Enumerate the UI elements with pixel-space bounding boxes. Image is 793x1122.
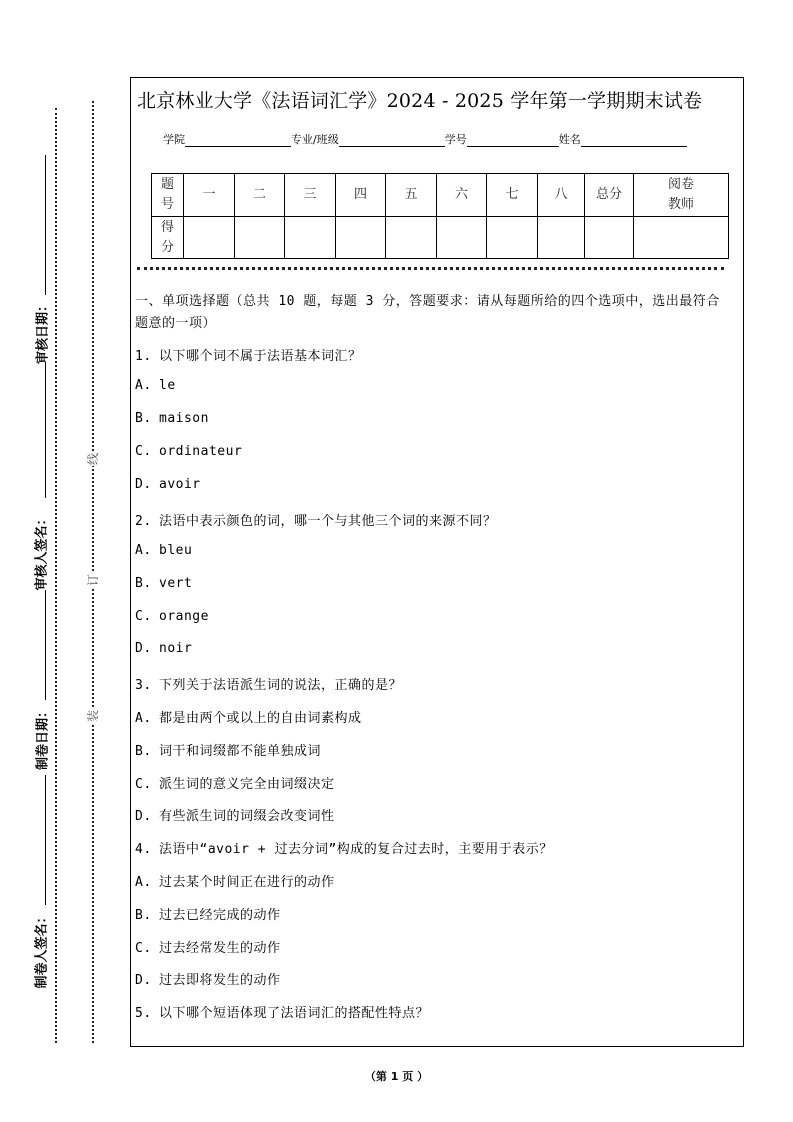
question-4: 4. 法语中“avoir + 过去分词”构成的复合过去时，主要用于表示？ — [135, 842, 553, 857]
score-cell-1[interactable] — [184, 217, 235, 259]
col-header-7: 七 — [487, 174, 538, 217]
binding-mark-line: 线 — [86, 452, 101, 466]
score-cell-4[interactable] — [336, 217, 386, 259]
prep-date-label: 制卷日期： — [35, 705, 51, 771]
score-cell-total[interactable] — [585, 217, 634, 259]
score-cell-5[interactable] — [386, 217, 437, 259]
col-header-2: 二 — [235, 174, 285, 217]
question-5: 5. 以下哪个短语体现了法语词汇的搭配性特点？ — [135, 1006, 430, 1021]
review-date-bottom-line — [45, 362, 46, 392]
score-cell-3[interactable] — [285, 217, 336, 259]
q3-option-b: B. 词干和词缀都不能单独成词 — [135, 744, 322, 759]
q2-option-c: C. orange — [135, 609, 209, 624]
question-number-row — [152, 174, 729, 217]
name-label: 姓名 — [558, 133, 581, 146]
student-id-field[interactable] — [467, 133, 559, 147]
reviewer-signature-label: 审核人签名： — [34, 512, 50, 591]
q1-option-d: D. avoir — [135, 477, 201, 492]
major-class-field[interactable] — [339, 133, 445, 147]
reviewer-signature-underline — [45, 390, 46, 498]
col-header-8: 八 — [538, 174, 585, 217]
q3-option-c: C. 派生词的意义完全由词缀决定 — [135, 777, 335, 792]
q4-option-d: D. 过去即将发生的动作 — [135, 973, 281, 988]
q3-option-d: D. 有些派生词的词缀会改变词性 — [135, 809, 335, 824]
question-1: 1. 以下哪个词不属于法语基本词汇？ — [135, 349, 362, 364]
question-2: 2. 法语中表示颜色的词，哪一个与其他三个词的来源不同？ — [135, 514, 497, 529]
binding-mark-bind: 装 — [86, 709, 101, 723]
q1-option-c: C. ordinateur — [135, 444, 243, 459]
name-field[interactable] — [581, 133, 687, 147]
col-header-6: 六 — [437, 174, 487, 217]
page-number: （第 1 页 ） — [364, 1070, 429, 1083]
college-label: 学院 — [163, 133, 185, 146]
row-header-question-number: 题号 — [152, 174, 184, 217]
row-header-score: 得分 — [152, 217, 184, 259]
prep-date-underline — [45, 775, 46, 905]
major-class-label: 专业/班级 — [291, 133, 339, 146]
binding-mark-staple: 订 — [86, 573, 101, 587]
review-date-underline — [45, 155, 46, 295]
score-cell-6[interactable] — [437, 217, 487, 259]
q2-option-a: A. bleu — [135, 543, 193, 558]
q4-option-a: A. 过去某个时间正在进行的动作 — [135, 875, 335, 890]
col-header-3: 三 — [285, 174, 336, 217]
score-cell-8[interactable] — [538, 217, 585, 259]
dotted-separator — [137, 267, 724, 270]
score-row — [152, 217, 729, 259]
q1-option-b: B. maison — [135, 411, 209, 426]
score-table — [151, 173, 729, 259]
score-cell-grader[interactable] — [634, 217, 729, 259]
review-date-label: 审核日期： — [35, 299, 51, 365]
reviewer-signature-bottom-line — [45, 590, 46, 700]
student-info-line — [163, 131, 687, 147]
col-header-total: 总分 — [585, 174, 634, 217]
student-id-label: 学号 — [444, 133, 467, 146]
q3-option-a: A. 都是由两个或以上的自由词素构成 — [135, 711, 362, 726]
college-field[interactable] — [185, 133, 291, 147]
question-3: 3. 下列关于法语派生词的说法，正确的是？ — [135, 678, 403, 693]
q4-option-b: B. 过去已经完成的动作 — [135, 908, 281, 923]
binding-dotted-line-inner — [55, 108, 57, 1043]
preparer-signature-label: 制卷人签名： — [34, 910, 50, 989]
section-heading: 一、单项选择题（总共 10 题，每题 3 分，答题要求：请从每题所给的四个选项中，选出最符合题意的一项） — [135, 294, 720, 331]
col-header-4: 四 — [336, 174, 386, 217]
q1-option-a: A. le — [135, 378, 176, 393]
score-cell-2[interactable] — [235, 217, 285, 259]
col-header-5: 五 — [386, 174, 437, 217]
score-cell-7[interactable] — [487, 217, 538, 259]
col-header-1: 一 — [184, 174, 235, 217]
exam-title: 北京林业大学《法语词汇学》2024 - 2025 学年第一学期期末试卷 — [137, 90, 703, 112]
q2-option-b: B. vert — [135, 576, 193, 591]
q2-option-d: D. noir — [135, 641, 193, 656]
q4-option-c: C. 过去经常发生的动作 — [135, 941, 281, 956]
col-header-grader: 阅卷教师 — [634, 174, 729, 217]
